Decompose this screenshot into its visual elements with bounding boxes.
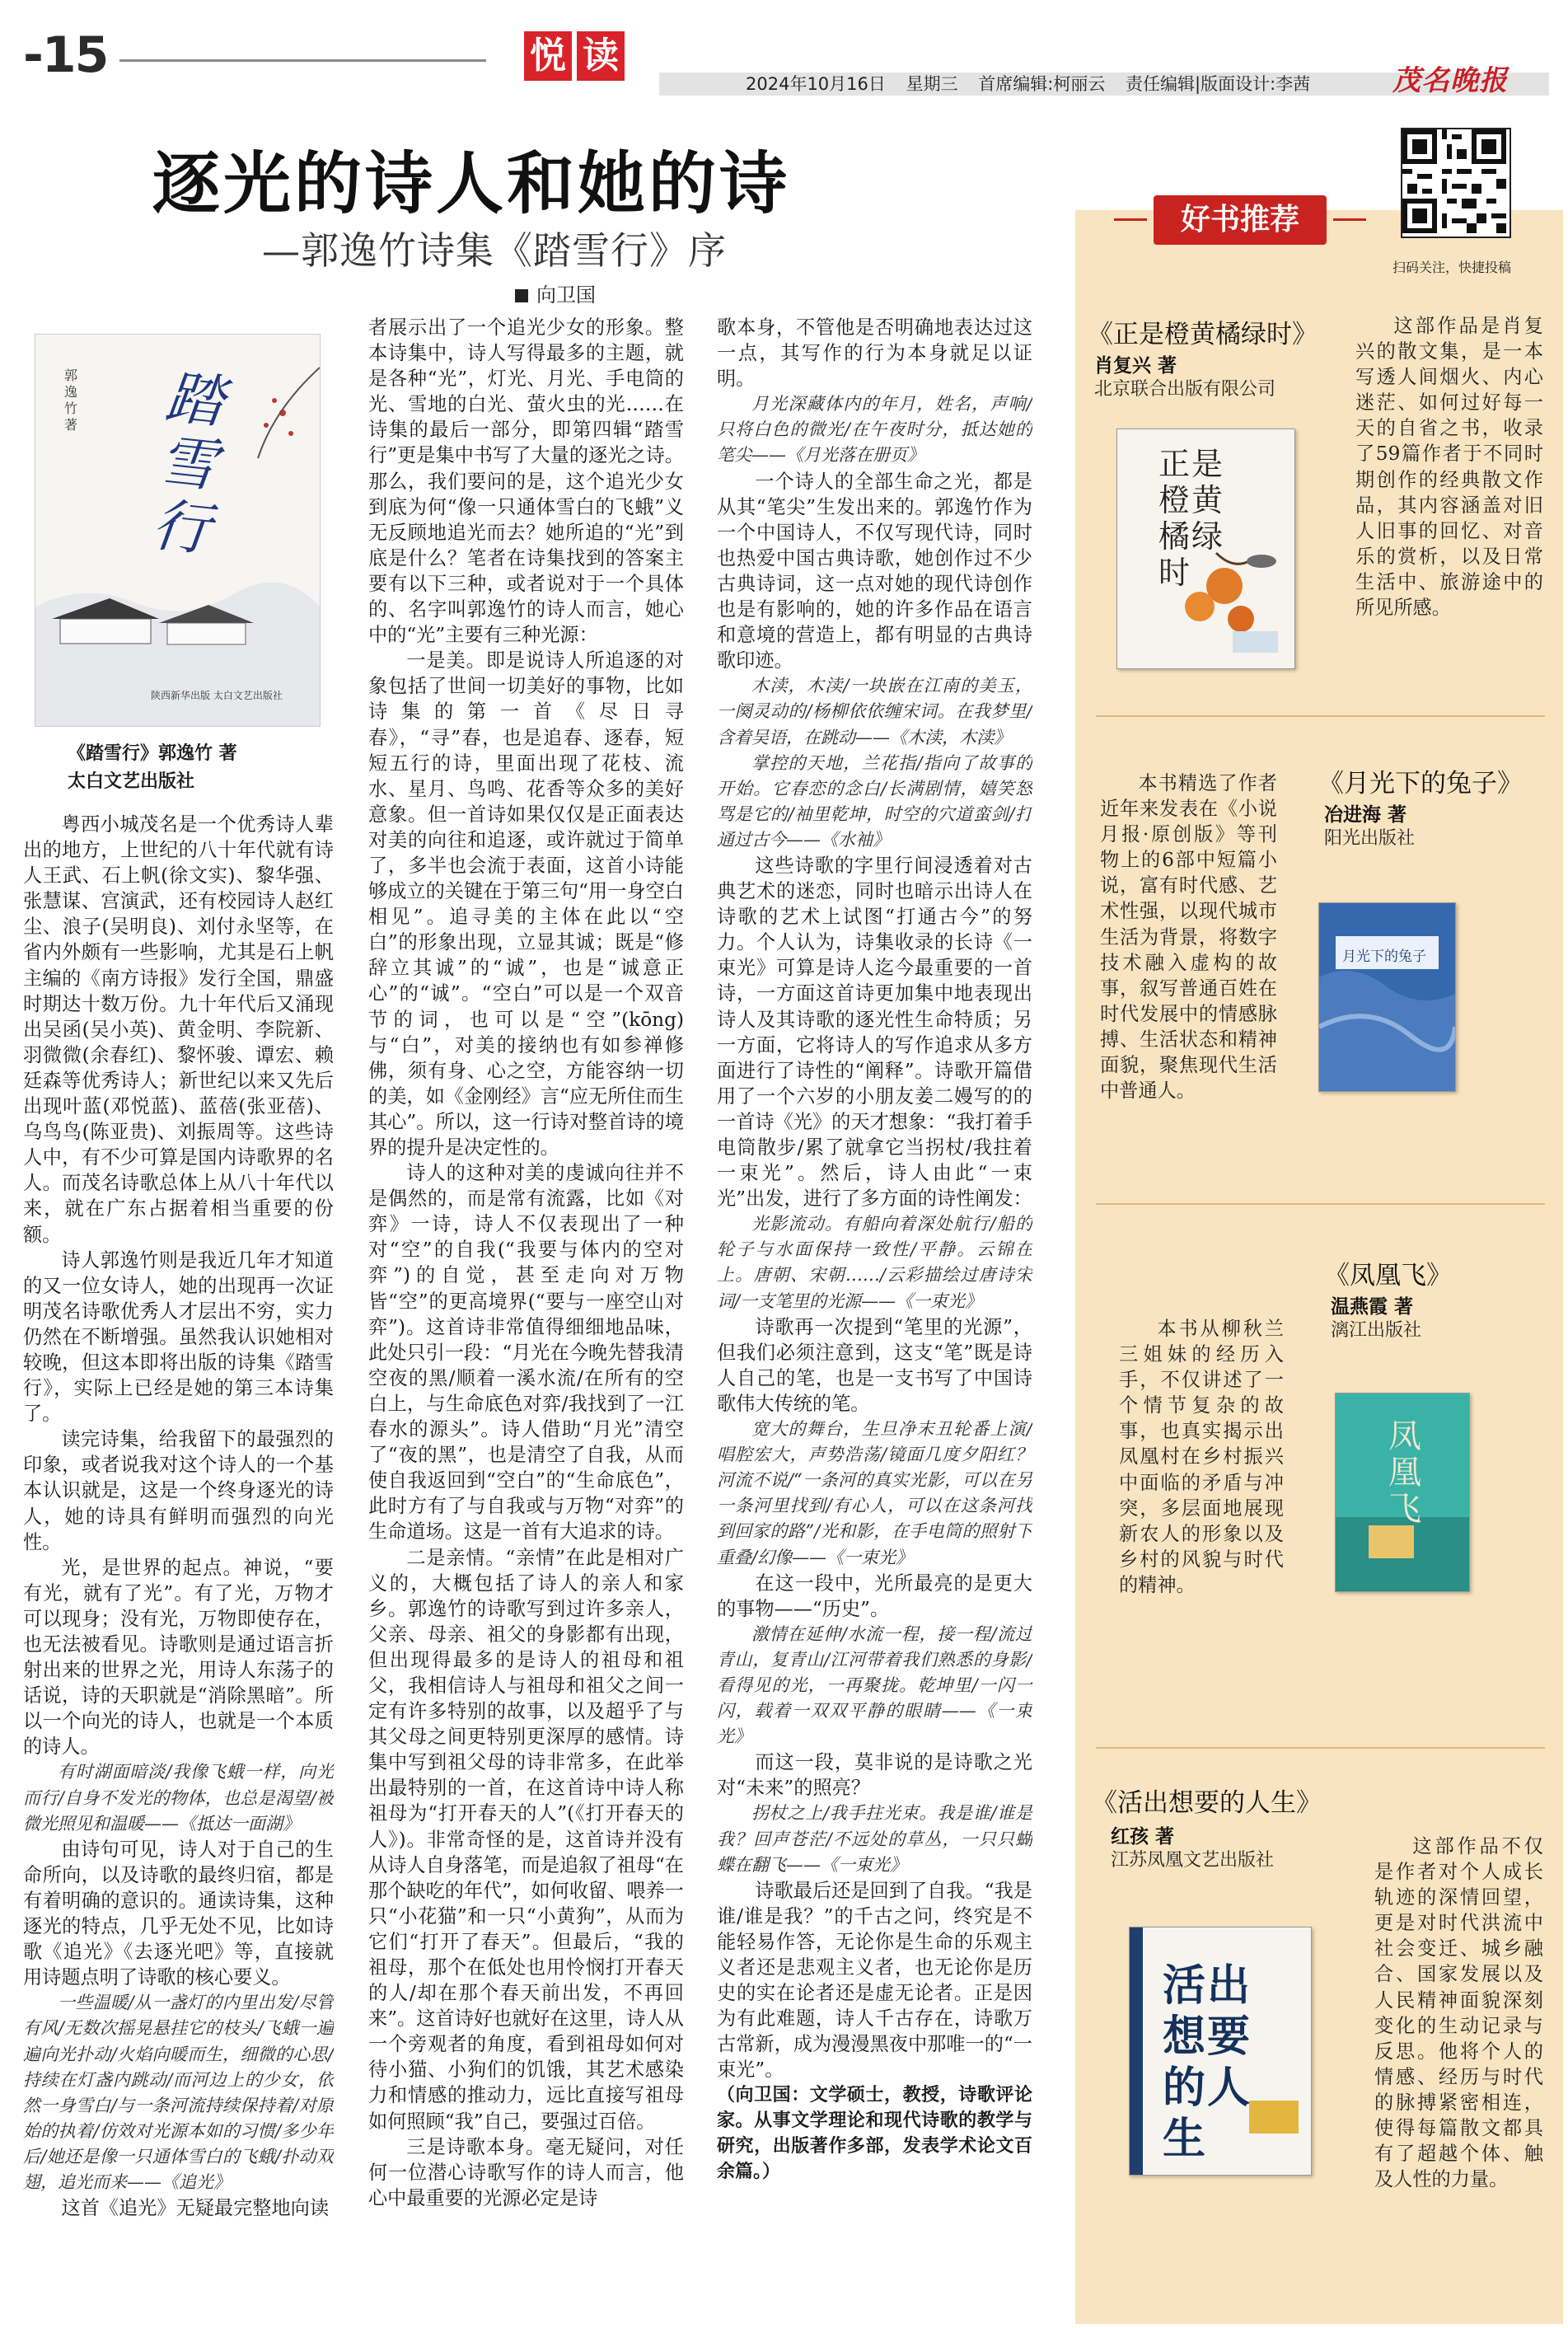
- book-title: 《凤凰飞》: [1324, 1261, 1452, 1290]
- section-tag-char-2: 读: [577, 31, 625, 81]
- sidebar-divider: [1096, 1203, 1545, 1205]
- author-name: 向卫国: [536, 283, 596, 307]
- book-cover-2-art: [1319, 903, 1455, 1091]
- caption-line-1: 《踏雪行》郭逸竹 著: [68, 743, 237, 764]
- paragraph: 由诗句可见，诗人对于自己的生命所向，以及诗歌的最终归宿，都是有着明确的意识的。通读诗集，这种逐光的特点，几乎无处不见，比如诗歌《追光》《去逐光吧》等，直接就用诗题点明了诗歌的核心要义。: [23, 1838, 334, 1989]
- cover-author: 郭逸竹 著: [64, 368, 78, 433]
- article-column-1: [23, 812, 334, 2320]
- book-description-text: 这部作品是肖复兴的散文集，是一本写透人间烟火、内心迷茫、如何过好每一天的自省之书，收录了59篇作者于不同时期创作的经典散文作品，其内容涵盖对旧人旧事的回忆、对音乐的赏析，以及日常生活中、旅游途中的所见所感。: [1355, 315, 1543, 620]
- cover-publisher: 陕西新华出版 太白文艺出版社: [151, 690, 283, 701]
- paragraph: 一个诗人的全部生命之光，都是从其“笔尖”生发出来的。郭逸竹作为一个中国诗人，不仅写现代诗，同时也热爱中国古典诗歌，她创作过不少古典诗词，这一点对她的现代诗创作也是有影响的，她的许多作品在语言和意境的营造上，都有明显的古典诗歌印迹。: [717, 470, 1032, 672]
- poem-quote: 拐杖之上/我手拄光束。我是谁/谁是我？回声苍茫/不远处的草丛，一只只蝴蝶在翻飞——《一束光》: [717, 1803, 1032, 1875]
- issue-date: 2024年10月16日: [746, 74, 886, 94]
- issue-weekday: 星期三: [906, 74, 958, 94]
- author-bio: （向卫国：文学硕士，教授，诗歌评论家。从事文学理论和现代诗歌的教学与研究，出版著作多部，发表学术论文百余篇。）: [717, 2085, 1032, 2183]
- book-cover-3: [1335, 1393, 1470, 1592]
- poem-quote: 掌控的天地，兰花指/指向了故事的开始。它春恋的念白/长满剧情，嬉笑怒骂是它的/袖里乾坤，时空的穴道蛮剑/打通过古今——《水袖》: [717, 752, 1032, 850]
- paragraph: 诗人的这种对美的虔诚向往并不是偶然的，而是常有流露，比如《对弈》一诗，诗人不仅表现出了一种对“空”的自我(“我要与体内的空对弈”)的自觉，甚至走向对万物皆“空”的更高境界(“要与一座空山对弈”)。这首诗非常值得细细地品味，此处只引一段：“月光在今晚先替我清空夜的黑/顺着一溪水流/在所有的空白上，与生命底色对弈/我找到了一江春水的源头”。诗人借助“月光”清空了“夜的黑”，也是清空了自我，从而使自我返回到“空白”的“生命底色”，此时方有了与自我或与万物“对弈”的生命道场。这是一首有大追求的诗。: [368, 1162, 684, 1543]
- paragraph: 在这一段中，光所最亮的是更大的事物——“历史”。: [717, 1572, 1032, 1620]
- paragraph: 歌本身，不管他是否明确地表达过这一点，其写作的行为本身就足以证明。: [717, 316, 1032, 391]
- paragraph: 这些诗歌的字里行间浸透着对古典艺术的迷恋，同时也暗示出诗人在诗歌的艺术上试图“打通古今”的努力。个人认为，诗集收录的长诗《一束光》可算是诗人迄今最重要的一首诗，一方面这首诗更加集中地表现出诗人及其诗歌的逐光性生命特质；另一方面，它将诗人的写作追求从多方面进行了诗性的“阐释”。诗歌开篇借用了一个六岁的小朋友姜二嫚写的的一首诗《光》的天才想象：“我打着手电筒散步/累了就拿它当拐杖/我拄着一束光”。然后，诗人由此“一束光”出发，进行了多方面的诗性阐发：: [717, 854, 1032, 1211]
- page-number: -15: [23, 26, 108, 84]
- book-publisher: 漓江出版社: [1331, 1320, 1422, 1341]
- book-cover-1: [1116, 429, 1295, 669]
- paragraph: 读完诗集，给我留下的最强烈的印象，或者说我对这个诗人的一个基本认识就是，这是一个终身逐光的诗人，她的诗具有鲜明而强烈的向光性。: [23, 1428, 334, 1553]
- cover-title: 踏雪行: [148, 363, 227, 564]
- book-cover-1-title: 正是橙黄橘绿时: [1158, 446, 1225, 591]
- sidebar-divider: [1096, 715, 1545, 717]
- poem-quote: 有时湖面暗淡/我像飞蛾一样，向光而行/自身不发光的物体，也总是渴望/被微光照见和温暖——《抵达一面湖》: [23, 1762, 334, 1834]
- book-title: 《正是橙黄橘绿时》: [1088, 320, 1318, 349]
- book-cover-2: [1318, 902, 1456, 1092]
- dateline: [746, 73, 1347, 96]
- book-author: 肖复兴 著: [1094, 355, 1177, 377]
- poem-quote: 激情在延伸/水流一程，接一程/流过青山，复青山/江河带着我们熟悉的身影/看得见的光，一再聚拢。乾坤里/一闪一闪，载着一双双平静的眼睛——《一束光》: [717, 1623, 1032, 1747]
- paragraph: 诗歌再一次提到“笔里的光源”，但我们必须注意到，这支“笔”既是诗人自己的笔，也是一支书写了中国诗歌伟大传统的笔。: [717, 1315, 1032, 1415]
- paragraph: 二是亲情。“亲情”在此是相对广义的，大概包括了诗人的亲人和家乡。郭逸竹的诗歌写到过许多亲人，父亲、母亲、祖父的身影都有出现，但出现得最多的是诗人的祖母和祖父，我相信诗人与祖母和祖父之间一定有许多特别的故事，以及超乎了与其父母之间更特别更深厚的感情。诗集中写到祖父母的诗非常多，在此举出最特别的一首，在这首诗中诗人称祖母为“打开春天的人”(《打开春天的人》)。非常奇怪的是，这首诗并没有从诗人自身落笔，而是追叙了祖母“在那个缺吃的年代”，如何收留、喂养一只“小花猫”和一只“小黄狗”，从而为它们“打开了春天”。但最后，“我的祖母，那个在低处也用怜悯打开春天的人/却在那个春天前出发，不再回来”。这首诗好也就好在这里，诗人从一个旁观者的角度，看到祖母如何对待小猫、小狗们的饥饿，其艺术感染力和情感的推动力，远比直接写祖母如何照顾“我”自己，要强过百倍。: [368, 1546, 684, 2133]
- book-cover-4: [1129, 1927, 1312, 2176]
- book-cover-taxuexing: [35, 334, 321, 727]
- caption-line-2: 太白文艺出版社: [68, 771, 195, 792]
- article-author: [515, 279, 596, 307]
- book-cover-4-title: 活出想要的人生: [1163, 1960, 1252, 2164]
- poem-quote: 光影流动。有船向着深处航行/船的轮子与水面保持一致性/平静。云锦在上。唐朝、宋朝……/云彩描绘过唐诗宋词/一支笔里的光源——《一束光》: [717, 1214, 1032, 1311]
- book-description: [1100, 771, 1277, 1103]
- section-tag-char-1: 悦: [524, 31, 572, 81]
- paragraph: 这首《追光》无疑最完整地向读: [61, 2197, 330, 2220]
- paragraph: 诗歌最后还是回到了自我。“我是谁/谁是我？”的千古之问，终究是不能轻易作答，无论你是生命的乐观主义者还是悲观主义者，也无论你是历史的实在论者还是虚无论者。正是因为有此难题，诗人千古存在，诗歌万古常新，成为漫漫黑夜中那唯一的“一束光”。: [717, 1879, 1032, 2082]
- book-publisher: 江苏凤凰文艺出版社: [1111, 1850, 1275, 1871]
- book-publisher: 北京联合出版有限公司: [1094, 379, 1276, 400]
- book-title: 《月光下的兔子》: [1318, 769, 1523, 799]
- qr-label: 扫码关注，快捷投稿: [1392, 260, 1512, 275]
- paragraph: 而这一段，莫非说的是诗歌之光对“未来”的照亮？: [717, 1751, 1032, 1800]
- paragraph: 者展示出了一个追光少女的形象。整本诗集中，诗人写得最多的主题，就是各种“光”，灯光、月光、手电筒的光、雪地的白光、萤火虫的光……在诗集的最后一部分，即第四辑“踏雪行”更是集中书写了大量的逐光之诗。那么，我们要问的是，这个追光少女到底为何“像一只通体雪白的飞蛾”义无反顾地追光而去？她所追的“光”到底是什么？笔者在诗集找到的答案主要有以下三种，或者说对于一个具体的、名字叫郭逸竹的诗人而言，她心中的“光”主要有三种光源：: [368, 316, 684, 647]
- cover-caption: [68, 740, 315, 796]
- book-description: [1119, 1316, 1284, 1598]
- book-description-text: 这部作品不仅是作者对个人成长轨迹的深情回望，更是对时代洪流中社会变迁、城乡融合、国家发展以及人民精神面貌深刻变化的生动记录与反思。他将个人的情感、经历与时代的脉搏紧密相连，使得每篇散文都具有了超越个体、触及人性的力量。: [1374, 1835, 1543, 2191]
- sidebar-heading: 好书推荐: [1154, 195, 1327, 245]
- book-author: 温燕霞 著: [1331, 1296, 1414, 1318]
- newspaper-logo: 茂名晚报: [1392, 64, 1508, 97]
- book-cover-2-title: 月光下的兔子: [1342, 949, 1426, 965]
- book-author: 冶进海 著: [1324, 804, 1407, 826]
- poem-quote: 月光深藏体内的年月，姓名，声响/只将白色的微光/在午夜时分，抵达她的笔尖——《月光落在册页》: [717, 394, 1032, 466]
- qr-pattern: [1402, 129, 1506, 233]
- author-square-icon: [515, 289, 528, 302]
- poem-quote: 宽大的舞台，生旦净末丑轮番上演/唱腔宏大，声势浩荡/镜面几度夕阳红？河流不说/“一条河的真实光影，可以在另一条河里找到/有心人，可以在这条河找到回家的路”/光和影，在手电筒的照射下重叠/幻像——《一束光》: [717, 1419, 1032, 1567]
- paragraph: 诗人郭逸竹则是我近几年才知道的又一位女诗人，她的出现再一次证明茂名诗歌优秀人才层出不穷，实力仍然在不断增强。虽然我认识她相对较晚，但这本即将出版的诗集《踏雪行》，实际上已经是她的第三本诗集了。: [23, 1248, 334, 1426]
- paragraph: 一是美。即是说诗人所追逐的对象包括了世间一切美好的事物，比如诗集的第一首《尽日寻春》，“寻”春，也是追春、逐春，短短五行的诗，里面出现了花枝、流水、星月、鸟鸣、花香等众多的美好意象。但一首诗如果仅仅是正面表达对美的向往和追逐，或许就过于简单了，多半也会流于表面，这首小诗能够成立的关键在于第三句“用一身空白相见”。追寻美的主体在此以“空白”的形象出现，立显其诚；既是“修辞立其诚”的“诚”，也是“诚意正心”的“诚”。“空白”可以是一个双音节的词，也可以是“空”(kōng)与“白”，对美的接纳也有如参禅修佛，须有身、心之空，方能容纳一切的美，如《金刚经》言“应无所住而生其心”。所以，这一行诗对整首诗的境界的提升是决定性的。: [368, 649, 684, 1159]
- article-column-3: [717, 315, 1032, 2321]
- sidebar-divider: [1096, 1747, 1545, 1749]
- book-description-text: 本书精选了作者近年来发表在《小说月报·原创版》等刊物上的6部中短篇小说，富有时代感、艺术性强，以现代城市生活为背景，将数字技术融入虚构的故事，叙写普通百姓在时代发展中的情感脉搏、生活状态和精神面貌，聚焦现代生活中普通人。: [1100, 772, 1277, 1103]
- book-title: 《活出想要的人生》: [1092, 1788, 1322, 1818]
- paragraph: 粤西小城茂名是一个优秀诗人辈出的地方，上世纪的八十年代就有诗人王武、石上帆(徐文实)、黎华强、张慧谋、宫演武，还有校园诗人赵红尘、浪子(吴明良)、刘付永坚等，在省内外颇有一些影响，尤其是石上帆主编的《南方诗报》发行全国，鼎盛时期达十数万份。九十年代后又涌现出吴函(吴小英)、黄金明、李院新、羽微微(余春红)、黎怀骏、谭宏、赖廷森等优秀诗人；新世纪以来又先后出现叶蓝(邓悦蓝)、蓝蓓(张亚蓓)、乌鸟鸟(陈亚贵)、刘振周等。这些诗人中，有不少可算是国内诗歌界的名人。而茂名诗歌总体上从八十年代以来，就在广东占据着相当重要的份额。: [23, 813, 334, 1246]
- editor: 责任编辑|版面设计:李茜: [1126, 74, 1311, 94]
- book-description: [1355, 313, 1543, 621]
- book-publisher: 阳光出版社: [1324, 828, 1416, 849]
- chief-editor: 首席编辑:柯丽云: [978, 74, 1106, 94]
- poem-quote: 木渎，木渎/一块嵌在江南的美玉，一阕灵动的/杨柳依依缠宋词。在我梦里/含着吴语，在跳动——《木渎，木渎》: [717, 676, 1032, 747]
- article-column-2: [368, 315, 684, 2321]
- book-cover-3-title: 凤凰飞: [1388, 1417, 1421, 1528]
- paragraph: 三是诗歌本身。毫无疑问，对任何一位潜心诗歌写作的诗人而言，他心中最重要的光源必定是诗: [368, 2135, 684, 2209]
- book-description: [1374, 1834, 1543, 2192]
- qr-code-icon[interactable]: [1401, 128, 1511, 238]
- book-author: 红孩 著: [1111, 1826, 1175, 1848]
- header-rule: [119, 59, 486, 62]
- article-title: 逐光的诗人和她的诗: [152, 145, 791, 223]
- book-description-text: 本书从柳秋兰三姐妹的经历入手，不仅讲述了一个情节复杂的故事，也真实揭示出凤凰村在乡村振兴中面临的矛盾与冲突，多层面地展现新农人的形象以及乡村的风貌与时代的精神。: [1119, 1318, 1284, 1596]
- paragraph: 光，是世界的起点。神说，“要有光，就有了光”。有了光，万物才可以现身；没有光，万物即使存在，也无法被看见。诗歌则是通过语言折射出来的世界之光，用诗人东荡子的话说，诗的天职就是“消除黑暗”。所以一个向光的诗人，也就是一个本质的诗人。: [23, 1556, 334, 1759]
- poem-quote: 一些温暖/从一盏灯的内里出发/尽管有风/无数次摇晃悬挂它的枝头/飞蛾一遍遍向光扑动/火焰向暖而生，细微的心思/持续在灯盏内跳动/而河边上的少女，依然一身雪白/与一条河流持续保持着/对原始的执着/仿效对光源本如的习惯/多少年后/她还是像一只通体雪白的飞蛾/扑动双翅，追光而来——《追光》: [23, 1993, 334, 2192]
- article-subtitle: —郭逸竹诗集《踏雪行》序: [262, 228, 727, 273]
